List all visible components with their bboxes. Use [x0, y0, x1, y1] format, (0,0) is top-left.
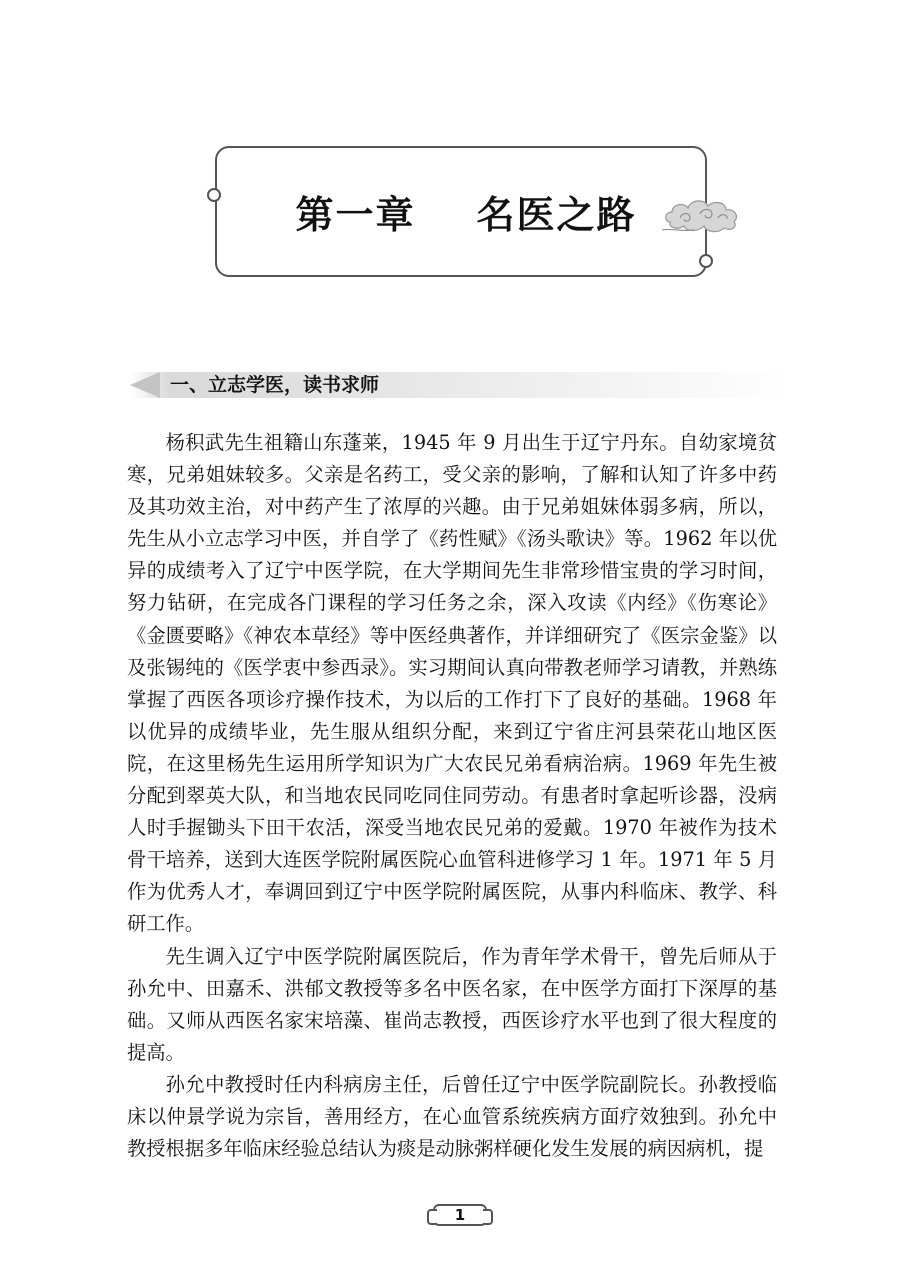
- paragraph-3: 孙允中教授时任内科病房主任，后曾任辽宁中医学院副院长。孙教授临床以仲景学说为宗旨，善用经方，在心血管系统疾病方面疗效独到。孙允中教授根据多年临床经验总结认为痰是动脉粥样硬化发生发展的病因病机，提: [127, 1072, 777, 1161]
- section-heading: 一、立志学医，读书求师: [170, 374, 380, 396]
- paragraph-2: 先生调入辽宁中医学院附属医院后，作为青年学术骨干，曾先后师从于孙允中、田嘉禾、洪郁文教授等多名中医名家，在中医学方面打下深厚的基础。又师从西医名家宋培藻、崔尚志教授，西医诊疗水平也到了很大程度的提高。: [127, 944, 777, 1064]
- chapter-title: 第一章 名医之路: [295, 193, 637, 237]
- auspicious-cloud-icon: [660, 192, 746, 238]
- body-text: [127, 427, 777, 1165]
- page-number: 1: [433, 1204, 487, 1226]
- paragraph-1: 杨积武先生祖籍山东蓬莱，1945 年 9 月出生于辽宁丹东。自幼家境贫寒，兄弟姐妹较多。父亲是名药工，受父亲的影响，了解和认知了许多中药及其功效主治，对中药产生了浓厚的兴趣。由于兄弟姐妹体弱多病，所以，先生从小立志学习中医，并自学了《药性赋》《汤头歌诀》等。1962 年以优异的成绩考入了辽宁中医学院，在大学期间先生非常珍惜宝贵的学习时间，努力钻研，在完成各门课程的学习任务之余，深入攻读《内经》《伤寒论》《金匮要略》《神农本草经》等中医经典著作，并详细研究了《医宗金鉴》以及张锡纯的《医学衷中参西录》。实习期间认真向带教老师学习请教，并熟练掌握了西医各项诊疗操作技术，为以后的工作打下了良好的基础。1968 年以优异的成绩毕业，先生服从组织分配，来到辽宁省庄河县荣花山地区医院，在这里杨先生运用所学知识为广大农民兄弟看病治病。1969 年先生被分配到翠英大队，和当地农民同吃同住同劳动。有患者时拿起听诊器，没病人时手握锄头下田干农活，深受当地农民兄弟的爱戴。1970 年被作为技术骨干培养，送到大连医学院附属医院心血管科进修学习 1 年。1971 年 5 月作为优秀人才，奉调回到辽宁中医学院附属医院，从事内科临床、教学、科研工作。: [127, 431, 777, 936]
- section-arrow-decoration: [130, 372, 160, 398]
